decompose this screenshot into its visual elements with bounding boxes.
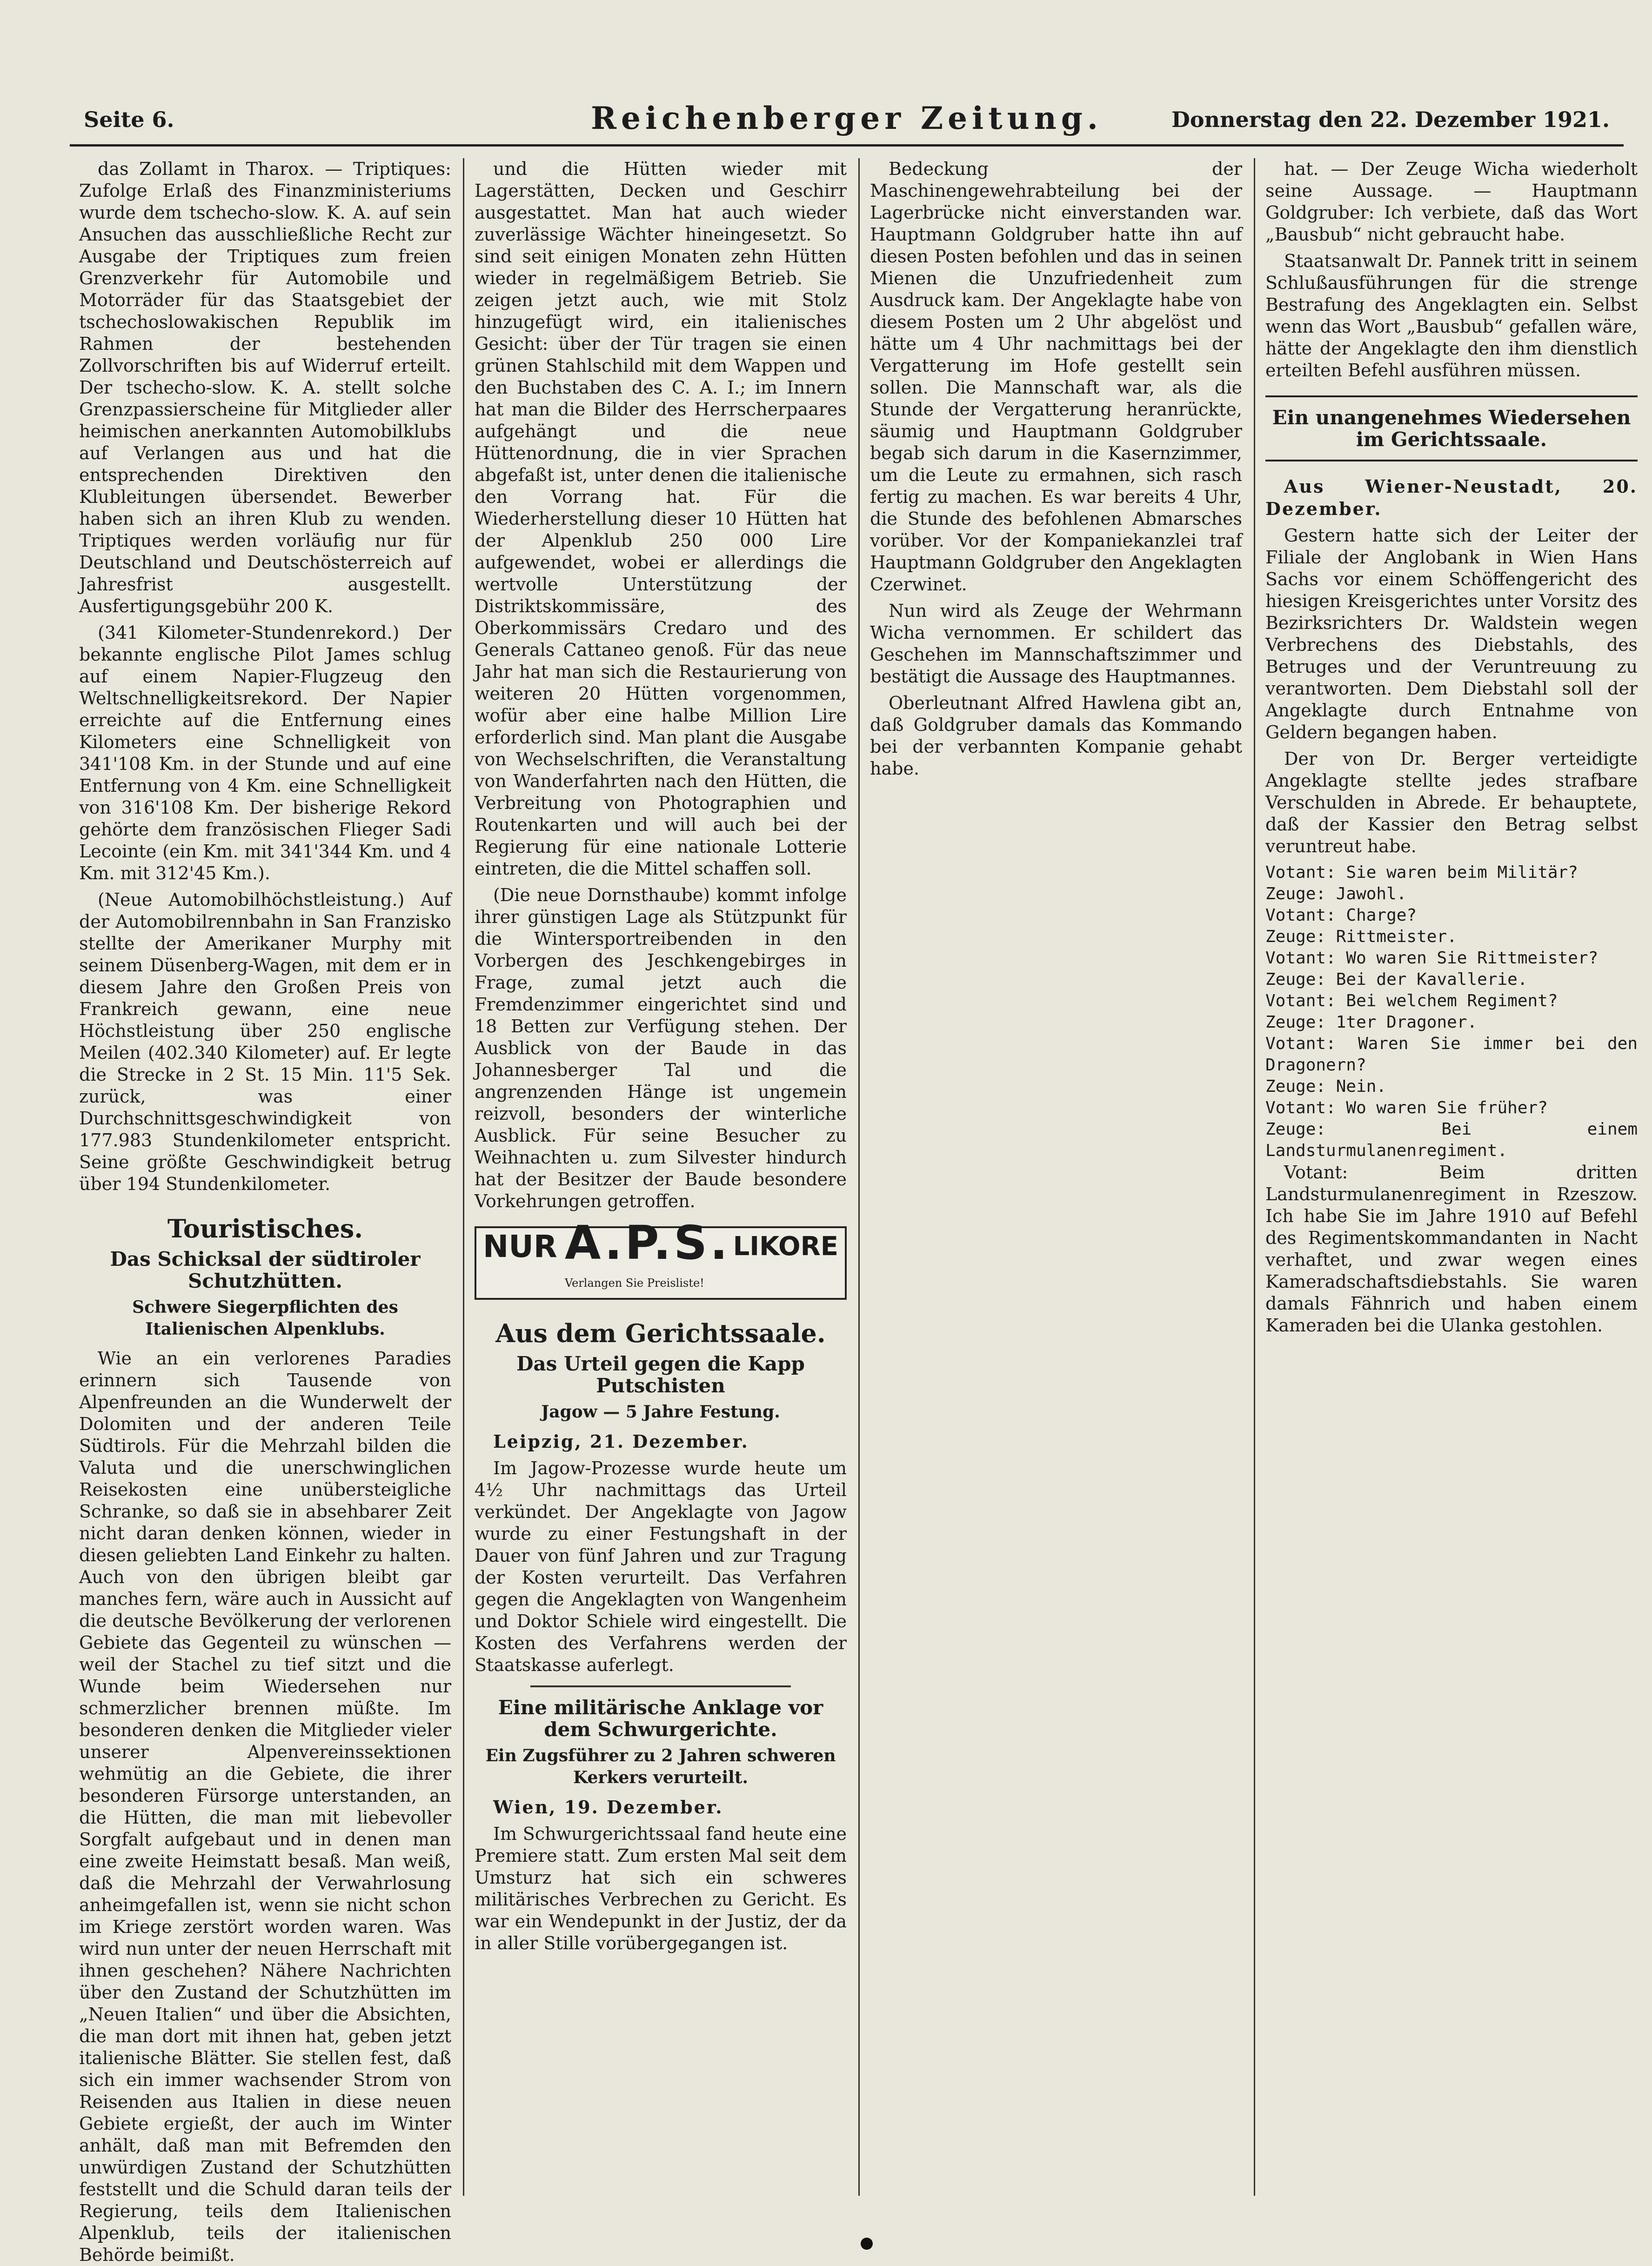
issue-date: Donnerstag den 22. Dezember 1921. xyxy=(1171,107,1610,132)
article-text: Nun wird als Zeuge der Wehrmann Wicha vernommen. Er schildert das Geschehen im Mannschaftszimmer und bestätigt die Aussage des Hauptmannes. xyxy=(870,601,1242,687)
article-subheadline: Schwere Siegerpflichten des Italienischen Alpenklubs. xyxy=(132,1297,398,1339)
advertisement xyxy=(475,1216,847,1300)
divider xyxy=(530,1685,791,1687)
dialogue-line: Votant: Charge? xyxy=(1265,906,1417,925)
article-text: Votant: Beim dritten Landsturmulanenregiment in Rzeszow. Ich habe Sie im Jahre 1910 auf Befehl des Regimentskommandanten in Nacht verhaftet, und zwar wegen eines Kameradschaftsdiebstahls. Sie waren damals Fähnrich und haben einem Kameraden bei die Ulanka gestohlen. xyxy=(1265,1162,1638,1336)
newspaper-page xyxy=(70,88,1638,2265)
article-text: hat. — Der Zeuge Wicha wiederholt seine Aussage. — Hauptmann Goldgruber: Ich verbiete, daß das Wort „Bausbub“ nicht gebraucht habe. xyxy=(1265,159,1638,245)
article-text: Oberleutnant Alfred Hawlena gibt an, daß Goldgruber damals das Kommando bei der verbannten Kompanie gehabt habe. xyxy=(870,693,1242,779)
article-headline: Ein unangenehmes Wiedersehen im Gerichtssaale. xyxy=(1272,406,1631,451)
article-text: Bedeckung der Maschinengewehrabteilung bei der Lagerbrücke nicht einverstanden war. Hauptmann Goldgruber hatte ihn auf diesen Posten befohlen und das in seinen Mienen die Unzufriedenheit zum Ausdruck kam. Der Angeklagte habe von diesem Posten um 2 Uhr abgelöst und hätte um 4 Uhr nachmittags bei der Vergatterung im Hofe gestellt sein sollen. Die Mannschaft war, als die Stunde der Vergatterung heranrückte, säumig und Hauptmann Goldgruber begab sich darum in die Kasernzimmer, um die Leute zu ermahnen, sich rasch fertig zu machen. Es war bereits 4 Uhr, die Stunde des befohlenen Abmarsches vorüber. Vor der Kompaniekanzlei traf Hauptmann Goldgruber den Angeklagten Czerwinet. xyxy=(870,159,1242,595)
section-heading: Touristisches. xyxy=(167,1214,363,1243)
notice-text: (Die neue Dornsthaube) kommt infolge ihrer günstigen Lage als Stützpunkt für die Wintersportreibenden in den Vorbergen des Jeschkengebirges in Frage, zumal jetzt auch die Fremdenzimmer eingerichtet sind und 18 Betten zur Verfügung stehen. Der Ausblick von der Baude in das Johannesberger Tal und die angrenzenden Hänge ist ungemein reizvoll, besonders der winterliche Ausblick. Für seine Besucher zu Weihnachten u. zum Silvester hindurch hat der Besitzer der Baude besondere Vorkehrungen getroffen. xyxy=(475,885,847,1211)
dialogue-line: Votant: Sie waren beim Militär? xyxy=(1265,863,1578,882)
article-text: Im Schwurgerichtssaal fand heute eine Premiere statt. Zum ersten Mal seit dem Umsturz hat sich ein schweres militärisches Verbrechen zu Gericht. Es war ein Wendepunkt in der Justiz, der da in aller Stille vorübergegangen ist. xyxy=(475,1824,847,1953)
article-text: Gestern hatte sich der Leiter der Filiale der Anglobank in Wien Hans Sachs vor einem Schöffengericht des hiesigen Kreisgerichtes unter Vorsitz des Bezirksrichters Dr. Waldstein wegen Verbrechens des Diebstahls, des Betruges und der Veruntreuung zu verantworten. Dem Diebstahl soll der Angeklagte durch Entnahme von Geldern begangen haben. xyxy=(1265,525,1638,742)
column-rule xyxy=(858,158,860,2196)
column-rule xyxy=(463,158,464,2196)
masthead xyxy=(70,88,1624,147)
article-text: Der von Dr. Berger verteidigte Angeklagte stellte jedes strafbare Verschulden in Abrede. Er behauptete, daß der Kassier den Betrag selbst veruntreut habe. xyxy=(1265,749,1638,856)
column-4 xyxy=(1265,158,1638,2196)
dateline: Aus Wiener-Neustadt, 20. Dezember. xyxy=(1265,476,1638,519)
column-2 xyxy=(475,158,847,2196)
article-subheadline: Ein Zugsführer zu 2 Jahren schweren Kerkers verurteilt. xyxy=(485,1746,836,1787)
section-heading: Aus dem Gerichtssaale. xyxy=(495,1318,826,1348)
dialogue-line: Zeuge: Bei einem Landsturmulanenregiment. xyxy=(1265,1120,1638,1160)
article-subheadline: Jagow — 5 Jahre Festung. xyxy=(541,1402,780,1422)
dialogue-line: Votant: Bei welchem Regiment? xyxy=(1265,991,1558,1010)
article-text: Staatsanwalt Dr. Pannek tritt in seinem Schlußausführungen für die strenge Bestrafung des Angeklagten ein. Selbst wenn das Wort „Bausbub“ gefallen wäre, hätte der Angeklagte den ihm dienstlich erteilten Befehl ausführen müssen. xyxy=(1265,251,1638,381)
dialogue-line: Zeuge: Jawohl. xyxy=(1265,884,1407,903)
ad-small-text: Verlangen Sie Preisliste! xyxy=(565,1277,704,1290)
column-3 xyxy=(870,158,1242,2196)
article-headline: Das Schicksal der südtiroler Schutzhütten. xyxy=(110,1248,421,1292)
ad-text: LIKORE xyxy=(733,1231,838,1262)
article-text: (Neue Automobilhöchstleistung.) Auf der Automobilrennbahn in San Franzisko stellte der Amerikaner Murphy mit seinem Düsenberg-Wagen, mit dem er in diesem Jahre den Großen Preis von Frankreich gewann, eine neue Höchstleistung über 250 englische Meilen (402.340 Kilometer) auf. Er legte die Strecke in 2 St. 15 Min. 11'5 Sek. zurück, was einer Durchschnittsgeschwindigkeit von 177.983 Stundenkilometer entspricht. Seine größte Geschwindigkeit betrug über 194 Stundenkilometer. xyxy=(79,889,451,1194)
article-text: und die Hütten wieder mit Lagerstätten, Decken und Geschirr ausgestattet. Man hat auch wieder zuverlässige Wächter hineingesetzt. So sind seit einigen Monaten zehn Hütten wieder in regelmäßigem Betrieb. Sie zeigen jetzt auch, wie mit Stolz hinzugefügt wird, ein italienisches Gesicht: über der Tür tragen sie einen grünen Stahlschild mit dem Wappen und den Buchstaben des C. A. I.; im Innern hat man die Bilder des Herrscherpaares aufgehängt und die neue Hüttenordnung, die in vier Sprachen abgefaßt ist, unter denen die italienische den Vorrang hat. Für die Wiederherstellung dieser 10 Hütten hat der Alpenklub 250 000 Lire aufgewendet, wobei er allerdings die wertvolle Unterstützung der Distriktskommissäre, des Oberkommissärs Credaro und des Generals Cattaneo genoß. Für das neue Jahr hat man sich die Restaurierung von weiteren 20 Hütten vorgenommen, wofür aber eine halbe Million Lire erforderlich sind. Man plant die Ausgabe von Wechselschriften, die Veranstaltung von Wanderfahrten nach den Hütten, die Verbreitung von Photographien und Routenkarten und will auch bei der Regierung für eine nationale Lotterie eintreten, die die Mittel schaffen soll. xyxy=(475,159,847,879)
article-headline: Eine militärische Anklage vor dem Schwurgerichte. xyxy=(498,1696,823,1741)
page-number: Seite 6. xyxy=(84,107,174,132)
column-rule xyxy=(1254,158,1255,2196)
newspaper-title: Reichenberger Zeitung. xyxy=(591,100,1103,136)
article-text: das Zollamt in Tharox. — Triptiques: Zufolge Erlaß des Finanzministeriums wurde dem tschecho-slow. K. A. auf sein Ansuchen das ausschließliche Recht zur Ausgabe der Triptiques zum freien Grenzverkehr für Automobile und Motorräder für das Staatsgebiet der tschechoslowakischen Republik im Rahmen der bestehenden Zollvorschriften bis auf Widerruf erteilt. Der tschecho-slow. K. A. stellt solche Grenzpassierscheine für Mitglieder aller heimischen anerkannten Automobilklubs auf Verlangen aus und hat die entsprechenden Direktiven den Klubleitungen übersendet. Bewerber haben sich an ihren Klub zu wenden. Triptiques werden vorläufig nur für Deutschland und Deutschösterreich auf Jahresfrist ausgestellt. Ausfertigungsgebühr 200 K. xyxy=(79,159,451,616)
article-headline: Das Urteil gegen die Kapp Putschisten xyxy=(516,1352,805,1397)
dateline: Wien, 19. Dezember. xyxy=(493,1797,723,1818)
dialogue-line: Zeuge: Nein. xyxy=(1265,1077,1387,1096)
dialogue-line: Zeuge: Rittmeister. xyxy=(1265,927,1457,946)
dialogue-line: Votant: Wo waren Sie Rittmeister? xyxy=(1265,949,1598,968)
column-1 xyxy=(79,158,451,2265)
article-text: Im Jagow-Prozesse wurde heute um 4½ Uhr nachmittags das Urteil verkündet. Der Angeklagte von Jagow wurde zu einer Festungshaft in der Dauer von fünf Jahren und zur Tragung der Kosten verurteilt. Das Verfahren gegen die Angeklagten von Wangenheim und Doktor Schiele wird eingestellt. Die Kosten des Verfahrens werden der Staatskasse auferlegt. xyxy=(475,1458,847,1675)
ink-spot xyxy=(861,2238,873,2250)
dialogue-line: Votant: Waren Sie immer bei den Dragonern? xyxy=(1265,1034,1638,1075)
dialogue-list xyxy=(1265,862,1638,1162)
article-text: Wie an ein verlorenes Paradies erinnern sich Tausende von Alpenfreunden an die Wunderwelt der Dolomiten und der anderen Teile Südtirols. Für die Mehrzahl bilden die Valuta und die unerschwinglichen Reisekosten eine unübersteigliche Schranke, so daß sie in absehbarer Zeit nicht daran denken können, wieder in diesen geliebten Land Einkehr zu halten. Auch von den übrigen bleibt gar manches fern, wäre auch in Aussicht auf die deutsche Bevölkerung der verlorenen Gebiete das Gegenteil zu wünschen — weil der Stachel zu tief sitzt und die Wunde beim Wiedersehen nur schmerzlicher brennen müßte. Im besonderen denken die Mitglieder vieler unserer Alpenvereinssektionen wehmütig an die Gebiete, die ihrer besonderen Fürsorge unterstanden, an die Hütten, die man mit liebevoller Sorgfalt aufgebaut und in denen man eine zweite Heimstatt besaß. Man weiß, daß die Mehrzahl der Verwahrlosung anheimgefallen ist, wenn sie nicht schon im Kriege zerstört worden waren. Was wird nun unter der neuen Herrschaft mit ihnen geschehen? Nähere Nachrichten über den Zustand der Schutzhütten im „Neuen Italien“ und über die Absichten, die man dort mit ihnen hat, geben jetzt italienische Blätter. Sie stellen fest, daß sich ein immer wachsender Strom von Reisenden aus Italien in diese neuen Gebiete ergießt, der auch im Winter anhält, daß man mit Befremden den unwürdigen Zustand der Schutzhütten feststellt und die Schuld daran teils der Regierung, teils dem Italienischen Alpenklub, teils der italienischen Behörde beimißt. xyxy=(79,1348,451,2265)
dateline: Leipzig, 21. Dezember. xyxy=(493,1431,749,1452)
ad-brand: A.P.S. xyxy=(565,1216,731,1270)
dialogue-line: Zeuge: 1ter Dragoner. xyxy=(1265,1013,1478,1032)
article-text: (341 Kilometer-Stundenrekord.) Der bekannte englische Pilot James schlug auf einem Napier-Flugzeug den Weltschnelligkeitsrekord. Der Napier erreichte auf die Entfernung eines Kilometers eine Schnelligkeit von 341'108 Km. in der Stunde und auf eine Entfernung von 4 Km. eine Schnelligkeit von 316'108 Km. Der bisherige Rekord gehörte dem französischen Flieger Sadi Lecointe (ein Km. mit 341'344 Km. und 4 Km. mit 312'45 Km.). xyxy=(79,622,451,883)
dialogue-line: Zeuge: Bei der Kavallerie. xyxy=(1265,970,1528,989)
dialogue-line: Votant: Wo waren Sie früher? xyxy=(1265,1098,1548,1117)
ad-text: NUR xyxy=(483,1229,557,1264)
article-headline-box xyxy=(1265,395,1638,461)
